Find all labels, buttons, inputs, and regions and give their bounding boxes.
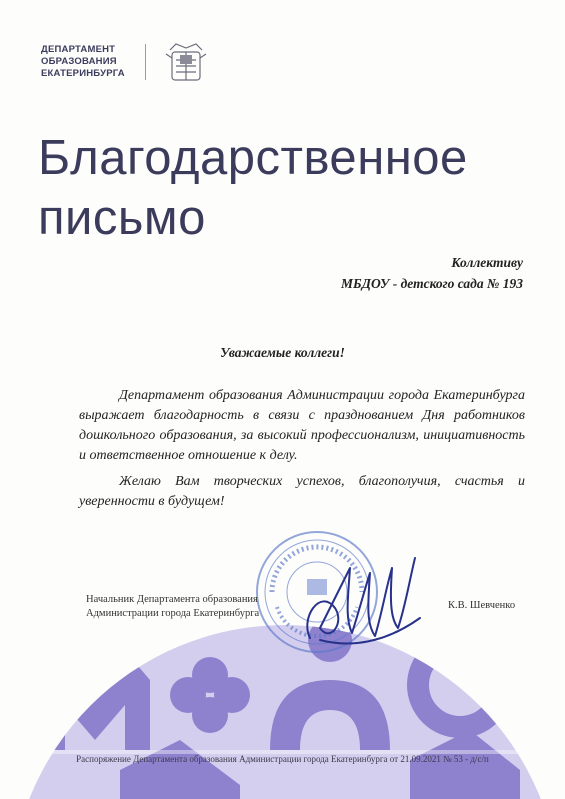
- greeting: Уважаемые коллеги!: [220, 345, 345, 360]
- department-logo-text: [41, 44, 125, 80]
- addressee-line-2: МБДОУ - детского сада № 193: [341, 276, 523, 291]
- addressee-line-1: Коллективу: [451, 255, 523, 270]
- title-line-2: письмо: [38, 191, 206, 245]
- addressee-block: [341, 252, 523, 294]
- header-divider: [145, 44, 146, 80]
- position-line-1: Начальник Департамента образования: [86, 594, 258, 605]
- signatory-name: К.В. Шевченко: [448, 600, 516, 611]
- footer-order-reference: Распоряжение Департамента образования Администрации города Екатеринбурга от 21.09.2021 № 53 - д/с/п: [76, 754, 489, 764]
- body-paragraph-2: Желаю Вам творческих успехов, благополучия, счастья и уверенности в будущем!: [79, 474, 525, 509]
- handwritten-signature: [290, 548, 430, 658]
- letter-body: [79, 386, 525, 512]
- city-crest-icon: [162, 40, 210, 86]
- position-line-2: Администрации города Екатеринбурга: [86, 608, 260, 619]
- dept-line-1: ДЕПАРТАМЕНТ: [41, 44, 116, 55]
- title-line-1: Благодарственное: [38, 131, 468, 185]
- document-title: [38, 128, 468, 248]
- dept-line-3: ЕКАТЕРИНБУРГА: [41, 68, 125, 79]
- signatory-position: [86, 593, 259, 621]
- dept-line-2: ОБРАЗОВАНИЯ: [41, 56, 117, 67]
- body-paragraph-1: Департамент образования Администрации города Екатеринбурга выражает благодарность в связи с празднованием Дня работников дошкольного образования, за высокий профессионализм, инициативность и ответственное отношение к делу.: [79, 388, 525, 463]
